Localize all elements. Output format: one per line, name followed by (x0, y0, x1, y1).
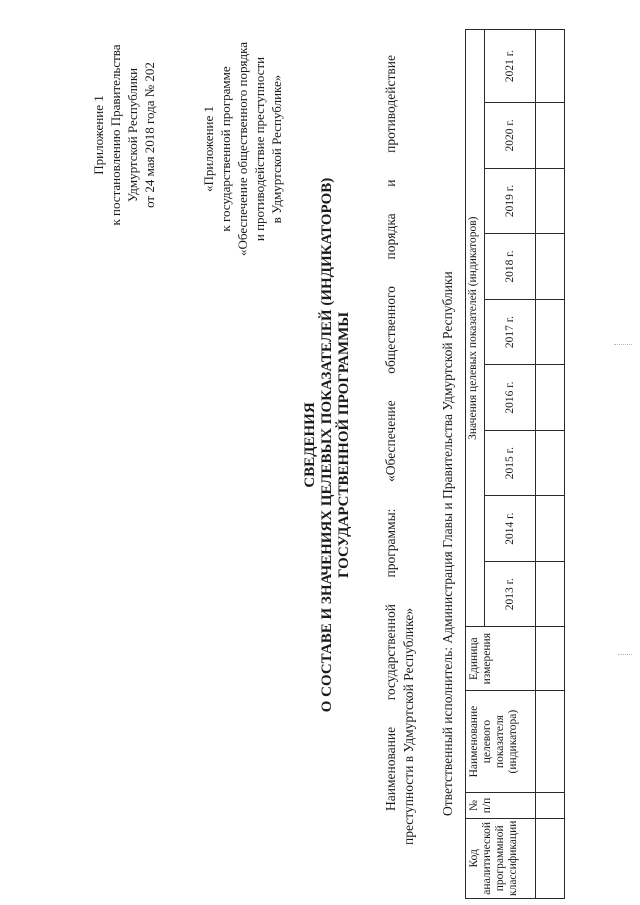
program-word: «Обеспечение (383, 400, 398, 482)
table-cell (536, 365, 565, 431)
header-year: 2019 г. (485, 168, 536, 234)
scan-edge-mark (614, 344, 632, 345)
header-unit: Единица измерения (466, 627, 536, 691)
table-cell (536, 30, 565, 103)
program-name-line-2: преступности в Удмуртской Республике» (401, 607, 416, 845)
table-cell (536, 496, 565, 562)
table-cell (536, 690, 565, 792)
table-cell (536, 430, 565, 496)
table-cell (536, 793, 565, 818)
appendix-2-block (200, 0, 285, 309)
program-word: порядка (383, 213, 398, 260)
headline-line: ГОСУДАРСТВЕННОЙ ПРОГРАММЫ (336, 312, 352, 578)
appendix-1-line: к постановлению Правительства (108, 44, 123, 226)
headline-line: О СОСТАВЕ И ЗНАЧЕНИЯХ ЦЕЛЕВЫХ ПОКАЗАТЕЛЕЙ (ИНДИКАТОРОВ) (319, 177, 335, 713)
program-word: программы: (383, 508, 398, 578)
table-cell (536, 168, 565, 234)
header-year: 2016 г. (485, 365, 536, 431)
program-word: общественного (383, 286, 398, 374)
header-year: 2017 г. (485, 299, 536, 365)
header-indicator-name: Наименование целевого показателя (индикатора) (466, 690, 536, 792)
header-number: № п/п (466, 793, 536, 818)
program-word: противодействие (383, 55, 398, 153)
table-header-row (466, 30, 485, 899)
header-year: 2020 г. (485, 103, 536, 169)
table-cell (536, 818, 565, 898)
header-year: 2021 г. (485, 30, 536, 103)
program-word: государственной (383, 604, 398, 701)
appendix-1-line: Приложение 1 (91, 95, 106, 175)
responsible-executor: Ответственный исполнитель: Администрация Главы и Правительства Удмуртской Республики (440, 271, 455, 816)
program-name-line-1 (382, 55, 400, 845)
program-word: Наименование (383, 726, 398, 811)
table-cell (536, 561, 565, 627)
document-headline (302, 135, 353, 755)
header-year: 2015 г. (485, 430, 536, 496)
appendix-1-line: Удмуртской Республики (125, 67, 140, 203)
appendix-1-block (90, 15, 158, 255)
scan-edge-mark (618, 654, 632, 655)
header-year: 2013 г. (485, 561, 536, 627)
appendix-2-line: «Приложение 1 (201, 105, 216, 193)
headline-line: СВЕДЕНИЯ (302, 402, 318, 488)
appendix-2-line: к государственной программе (218, 66, 233, 232)
header-year: 2014 г. (485, 496, 536, 562)
appendix-1-line: от 24 мая 2018 года № 202 (142, 62, 157, 208)
indicators-table (465, 29, 565, 899)
table-cell (536, 299, 565, 365)
program-name-paragraph (382, 55, 418, 845)
appendix-2-line: «Обеспечение общественного порядка (235, 42, 250, 256)
program-word: и (383, 179, 398, 187)
table-cell (536, 627, 565, 691)
header-code: Код аналитической программной классификации (466, 818, 536, 898)
table-cell (536, 103, 565, 169)
header-values-group: Значения целевых показателей (индикаторов) (466, 30, 485, 627)
table-row (536, 30, 565, 899)
appendix-2-line: в Удмуртской Республике» (269, 74, 284, 224)
table-cell (536, 234, 565, 300)
appendix-2-line: и противодействие преступности (252, 56, 267, 242)
header-year: 2018 г. (485, 234, 536, 300)
